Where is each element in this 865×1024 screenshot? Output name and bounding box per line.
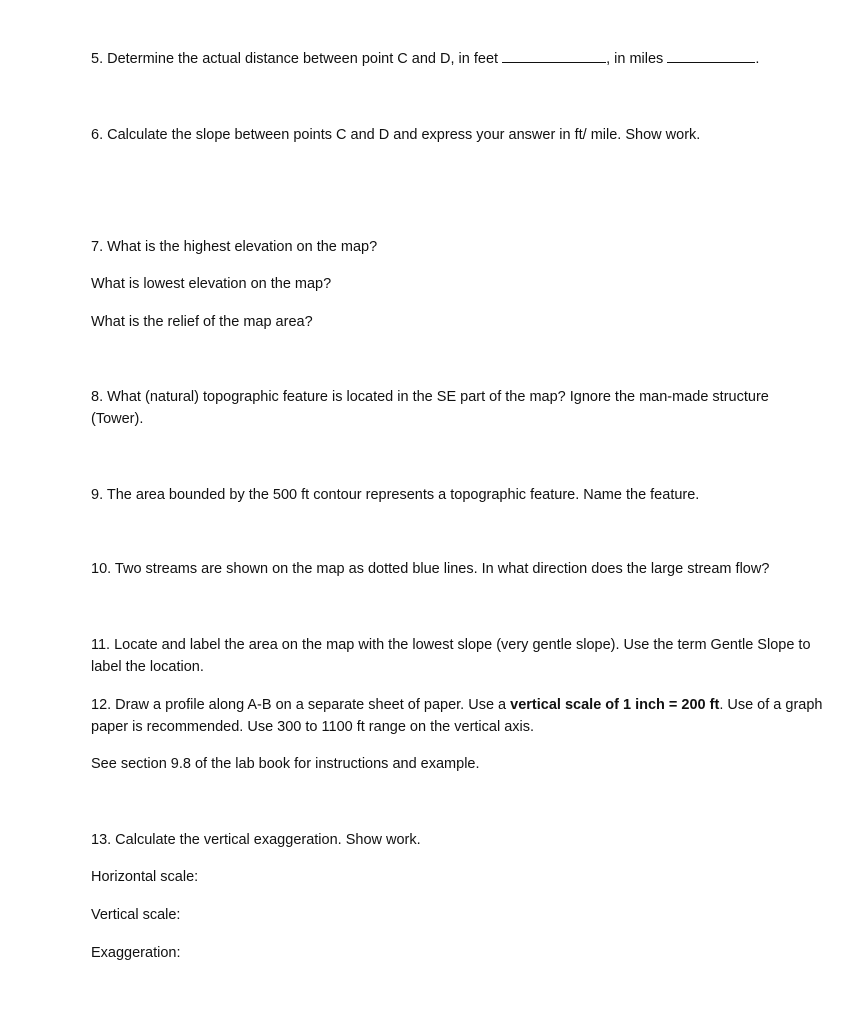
- question-7-relief: What is the relief of the map area?: [91, 314, 313, 330]
- question-8: 8. What (natural) topographic feature is located in the SE part of the map? Ignore the man-made structure (Tower).: [91, 389, 769, 427]
- question-12-see-section: See section 9.8 of the lab book for instructions and example.: [91, 756, 480, 772]
- question-13-vertical-scale: Vertical scale:: [91, 907, 181, 923]
- question-7-lowest: What is lowest elevation on the map?: [91, 276, 332, 292]
- question-9: 9. The area bounded by the 500 ft contour represents a topographic feature. Name the feature.: [91, 487, 700, 503]
- answer-blank-feet[interactable]: [502, 48, 606, 63]
- question-12: [91, 694, 831, 738]
- question-13-exaggeration: Exaggeration:: [91, 945, 181, 961]
- question-6: 6. Calculate the slope between points C and D and express your answer in ft/ mile. Show work.: [91, 127, 701, 143]
- question-5-end: .: [755, 51, 760, 67]
- question-13-horizontal-scale: Horizontal scale:: [91, 869, 199, 885]
- question-5-miles-label: in miles: [610, 51, 664, 67]
- question-12-part1: 12. Draw a profile along A-B on a separate sheet of paper. Use a: [91, 697, 511, 713]
- question-13: 13. Calculate the vertical exaggeration. Show work.: [91, 832, 421, 848]
- question-5-text: 5. Determine the actual distance between point C and D, in feet: [91, 51, 499, 67]
- question-10: 10. Two streams are shown on the map as dotted blue lines. In what direction does the large stream flow?: [91, 561, 770, 577]
- answer-blank-miles[interactable]: [667, 48, 755, 63]
- question-5-comma: ,: [606, 51, 611, 67]
- question-12-vertical-scale: vertical scale of 1 inch = 200 ft: [510, 697, 720, 713]
- question-11: 11. Locate and label the area on the map with the lowest slope (very gentle slope). Use the term Gentle Slope to label the location.: [91, 637, 811, 675]
- question-5: [91, 48, 759, 70]
- question-7-highest: 7. What is the highest elevation on the map?: [91, 239, 378, 255]
- question-12-part2: . Use of a graph paper is recommended. Use 300 to 1100 ft range on the vertical axis.: [91, 697, 823, 735]
